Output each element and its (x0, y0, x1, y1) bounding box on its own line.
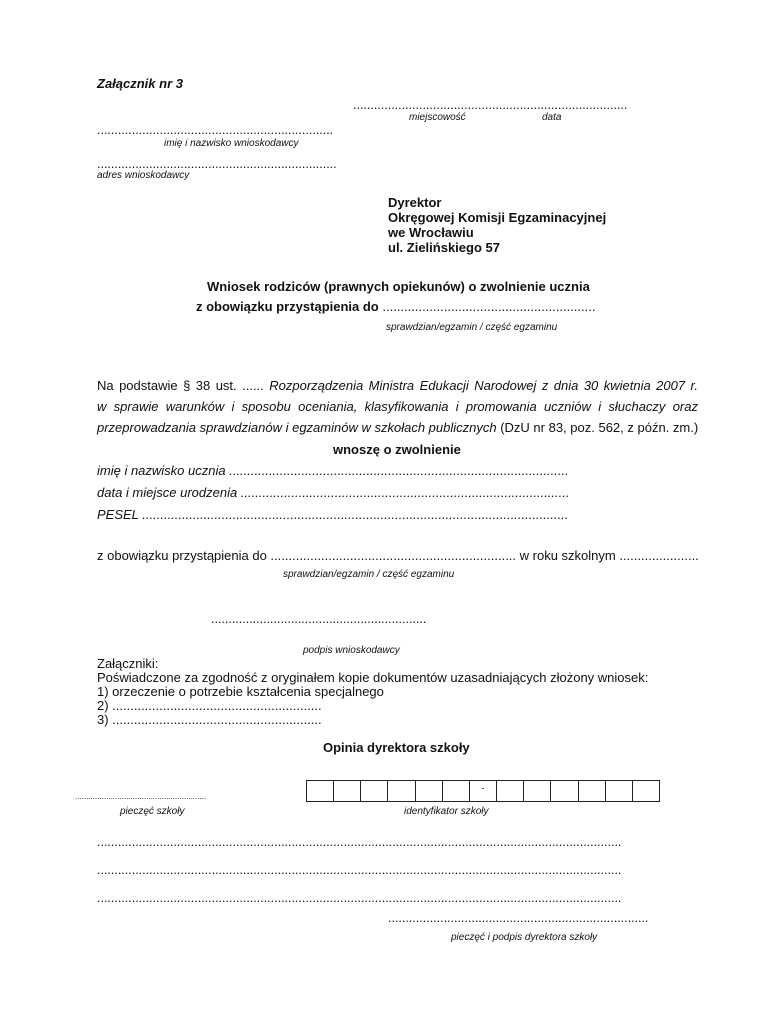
exam-exemption-line: z obowiązku przystąpienia do .................................................................... w roku szkolnym ...................... (97, 548, 699, 563)
school-id-label: identyfikator szkoły (404, 806, 489, 817)
school-id-cell (388, 781, 415, 801)
pesel-field: PESEL ...................................................................................................................... (97, 507, 569, 522)
attachments-heading: Załączniki: (97, 656, 159, 671)
applicant-name-dots: .................................................................... (97, 123, 334, 137)
student-name-field: imię i nazwisko ucznia .............................................................................................. (97, 463, 569, 478)
journal-reference: (DzU nr 83, poz. 562, z późn. zm.) (496, 420, 699, 435)
recipient-line-1: Dyrektor (388, 195, 442, 210)
title-line-2-bold: z obowiązku przystąpienia do (196, 299, 379, 314)
applicant-address-dots: ..................................................................... (97, 157, 337, 171)
school-id-cell (361, 781, 388, 801)
director-signature-label: pieczęć i podpis dyrektora szkoły (451, 932, 598, 943)
applicant-address-label: adres wnioskodawcy (97, 170, 190, 181)
opinion-heading: Opinia dyrektora szkoły (323, 740, 470, 755)
date-label: data (542, 112, 562, 123)
opinion-line-1: ....................................................................................................................................................... (97, 835, 622, 849)
school-stamp-dots: ........................................................... (75, 792, 207, 801)
school-id-separator: - (470, 781, 497, 801)
recipient-line-2: Okręgowej Komisji Egzaminacyjnej (388, 210, 607, 225)
school-stamp-label: pieczęć szkoły (120, 806, 185, 817)
attachment-item-1: 1) orzeczenie o potrzebie kształcenia specjalnego (97, 684, 384, 699)
birth-date-place-field: data i miejsce urodzenia ........................................................................................... (97, 485, 570, 500)
place-label: miejscowość (409, 112, 466, 123)
attachments-intro: Poświadczone za zgodność z oryginałem kopie dokumentów uzasadniających złożony wniosek: (97, 670, 649, 685)
school-id-cell (551, 781, 578, 801)
opinion-line-2: ....................................................................................................................................................... (97, 863, 622, 877)
title-line-2 (196, 299, 595, 314)
school-id-cell (579, 781, 606, 801)
attachment-item-3: 3) .......................................................... (97, 712, 322, 727)
place-date-dots: ............................................................................... (353, 98, 628, 112)
school-id-cell (307, 781, 334, 801)
exam-sub-label: sprawdzian/egzamin / część egzaminu (283, 569, 455, 580)
attachment-number: Załącznik nr 3 (97, 76, 183, 91)
recipient-line-3: we Wrocławiu (388, 225, 474, 240)
title-line-2-dots: ........................................................... (378, 299, 596, 314)
request-heading: wnoszę o zwolnienie (333, 442, 461, 457)
attachment-item-2: 2) .......................................................... (97, 698, 322, 713)
legal-basis-line-2: w sprawie warunków i sposobu oceniania, klasyfikowania i promowania uczniów i słuchaczy oraz (97, 399, 698, 414)
school-id-cell (334, 781, 361, 801)
school-id-cell (416, 781, 443, 801)
school-id-cell (606, 781, 633, 801)
applicant-name-label: imię i nazwisko wnioskodawcy (164, 138, 299, 149)
opinion-line-3: ....................................................................................................................................................... (97, 891, 622, 905)
legal-basis-line-1 (97, 378, 698, 393)
applicant-signature-label: podpis wnioskodawcy (303, 645, 400, 656)
director-signature-dots: ........................................................................... (388, 911, 649, 925)
school-id-cell (524, 781, 551, 801)
school-id-cell (497, 781, 524, 801)
regulation-name-end: przeprowadzania sprawdzianów i egzaminów w szkołach publicznych (97, 420, 497, 435)
recipient-line-4: ul. Zielińskiego 57 (388, 240, 500, 255)
school-id-cell (633, 781, 659, 801)
legal-basis-line-3 (97, 420, 698, 435)
school-id-cell (443, 781, 470, 801)
school-id-grid (306, 780, 660, 802)
title-sub-label: sprawdzian/egzamin / część egzaminu (386, 322, 558, 333)
legal-basis-start: Na podstawie § 38 ust. ...... (97, 378, 264, 393)
title-line-1: Wniosek rodziców (prawnych opiekunów) o zwolnienie ucznia (207, 279, 590, 294)
applicant-signature-dots: .............................................................. (211, 612, 427, 626)
regulation-name: Rozporządzenia Ministra Edukacji Narodowej z dnia 30 kwietnia 2007 r. (263, 378, 699, 393)
